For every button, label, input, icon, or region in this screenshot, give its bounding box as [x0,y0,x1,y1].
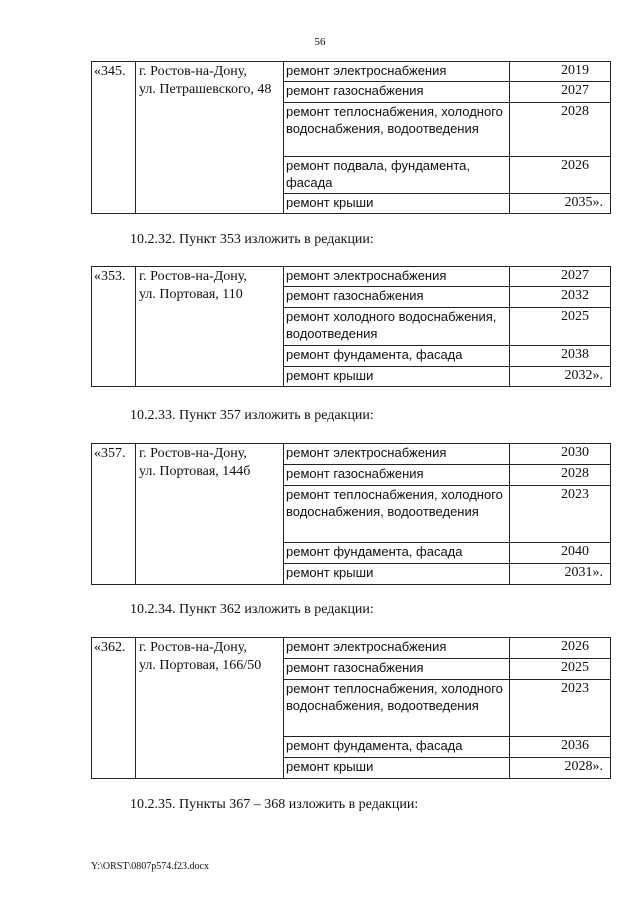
year-value: 2025 [510,659,611,680]
file-path-footer: Y:\ORST\0807p574.f23.docx [91,861,209,872]
repair-schedule-table-357 [91,443,611,585]
work-type: ремонт крыши [284,758,510,779]
work-type: ремонт фундамента, фасада [284,346,510,367]
year-value: 2028 [510,465,611,486]
year-value: 2028». [510,758,611,779]
paragraph-item-353: 10.2.32. Пункт 353 изложить в редакции: [130,232,374,247]
year-value: 2023 [510,680,611,737]
table-row [92,444,611,465]
work-type: ремонт фундамента, фасада [284,543,510,564]
work-type: ремонт газоснабжения [284,82,510,103]
year-value: 2023 [510,486,611,543]
paragraph-item-362: 10.2.34. Пункт 362 изложить в редакции: [130,602,374,617]
work-type: ремонт крыши [284,564,510,585]
address-street: ул. Петрашевского, 48 [139,82,272,97]
year-value: 2032». [510,367,611,387]
address-cell [136,267,284,387]
work-type: ремонт теплоснабжения, холодного водоснабжения, водоотведения [284,680,510,737]
year-value: 2032 [510,287,611,308]
table-row [92,638,611,659]
work-type: ремонт крыши [284,194,510,214]
address-street: ул. Портовая, 110 [139,287,243,302]
address-city: г. Ростов-на-Дону, [139,269,247,284]
work-type: ремонт газоснабжения [284,465,510,486]
year-value: 2026 [510,157,611,194]
year-value: 2031». [510,564,611,585]
address-cell [136,638,284,779]
table-row [92,267,611,287]
paragraph-item-357: 10.2.33. Пункт 357 изложить в редакции: [130,408,374,423]
year-value: 2027 [510,82,611,103]
item-number: «345. [92,62,136,214]
work-type: ремонт электроснабжения [284,638,510,659]
work-type: ремонт газоснабжения [284,287,510,308]
year-value: 2038 [510,346,611,367]
table-row [92,62,611,82]
work-type: ремонт электроснабжения [284,267,510,287]
year-value: 2036 [510,737,611,758]
year-value: 2026 [510,638,611,659]
page-number: 56 [314,36,326,48]
item-number: «357. [92,444,136,585]
item-number: «362. [92,638,136,779]
year-value: 2035». [510,194,611,214]
work-type: ремонт теплоснабжения, холодного водоснабжения, водоотведения [284,486,510,543]
repair-schedule-table-362 [91,637,611,779]
year-value: 2027 [510,267,611,287]
address-cell [136,62,284,214]
work-type: ремонт теплоснабжения, холодного водоснабжения, водоотведения [284,103,510,157]
work-type: ремонт фундамента, фасада [284,737,510,758]
year-value: 2030 [510,444,611,465]
repair-schedule-table-353 [91,266,611,387]
paragraph-items-367-368: 10.2.35. Пункты 367 – 368 изложить в редакции: [130,797,419,812]
year-value: 2025 [510,308,611,346]
address-street: ул. Портовая, 166/50 [139,658,262,673]
work-type: ремонт холодного водоснабжения, водоотведения [284,308,510,346]
repair-schedule-table-345 [91,61,611,214]
year-value: 2040 [510,543,611,564]
address-city: г. Ростов-на-Дону, [139,446,247,461]
year-value: 2028 [510,103,611,157]
work-type: ремонт электроснабжения [284,62,510,82]
work-type: ремонт газоснабжения [284,659,510,680]
work-type: ремонт подвала, фундамента, фасада [284,157,510,194]
work-type: ремонт электроснабжения [284,444,510,465]
address-city: г. Ростов-на-Дону, [139,64,247,79]
year-value: 2019 [510,62,611,82]
item-number: «353. [92,267,136,387]
address-street: ул. Портовая, 144б [139,464,251,479]
work-type: ремонт крыши [284,367,510,387]
address-cell [136,444,284,585]
address-city: г. Ростов-на-Дону, [139,640,247,655]
